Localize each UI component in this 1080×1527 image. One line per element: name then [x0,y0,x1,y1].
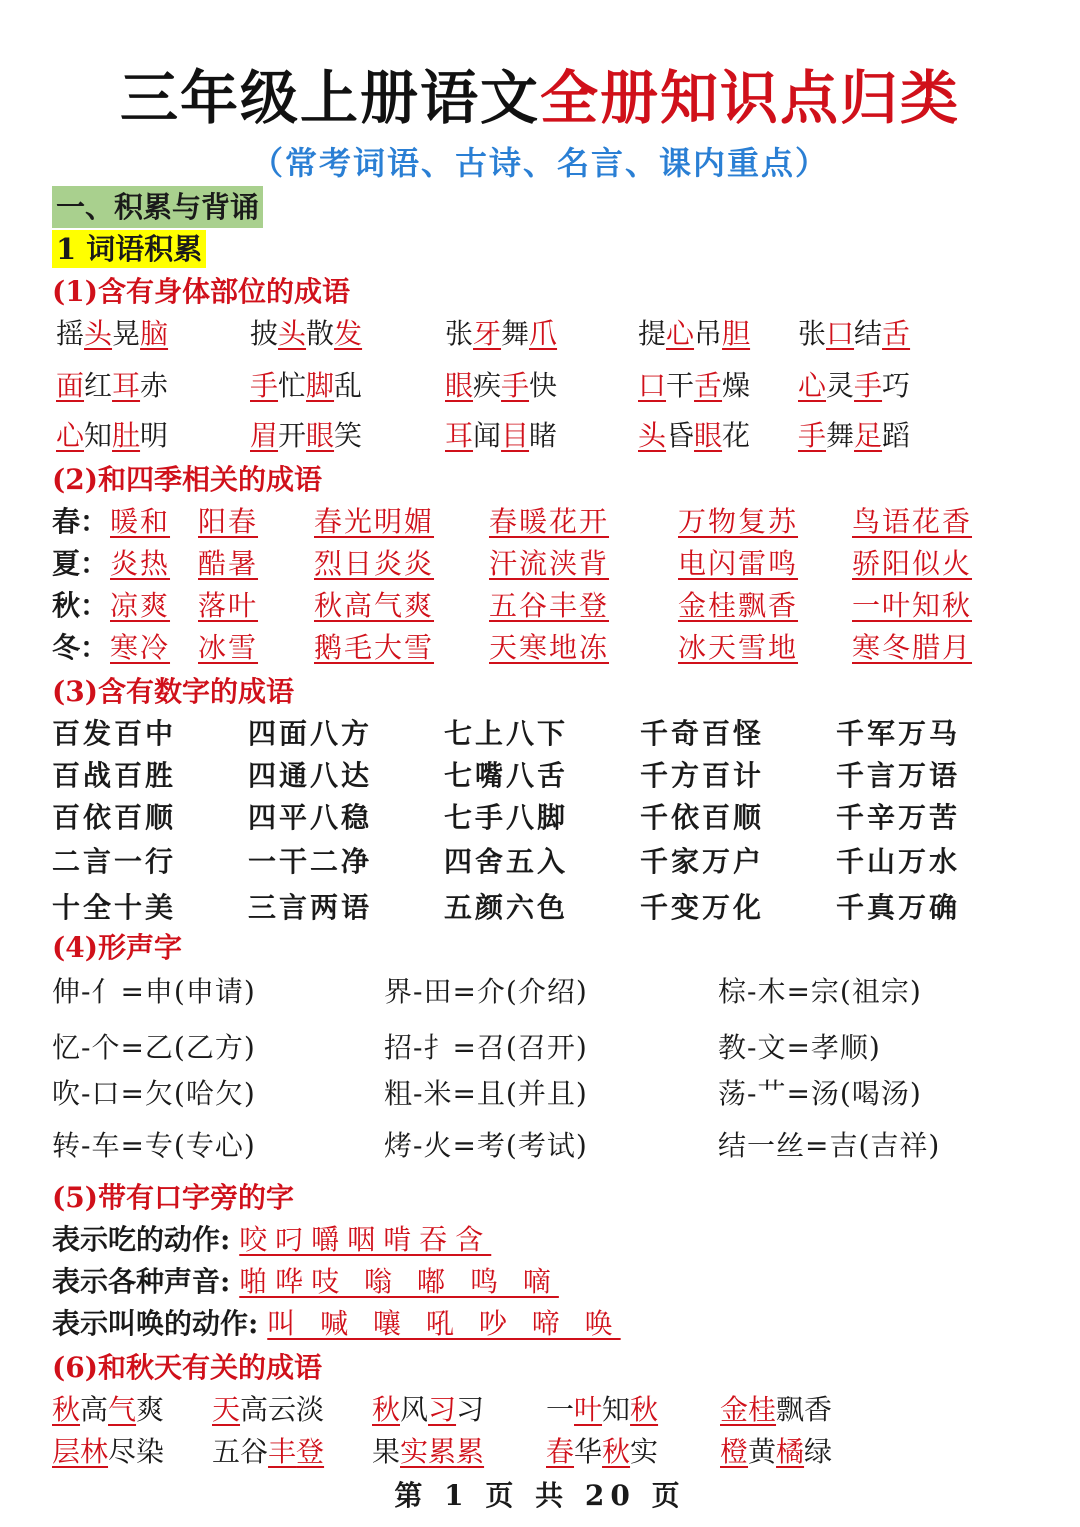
xingsheng-entry: 转-车=专(专心) [52,1129,256,1162]
number-idiom: 三言两语 [248,891,373,924]
idiom-char: 口 [638,369,667,402]
idiom-char: 巧 [882,369,911,402]
idiom [212,1390,324,1430]
idiom-char: 知 [602,1393,631,1426]
season-row [0,628,1080,668]
kou-chars: 叫 喊 嚷 吼 吵 啼 唤 [267,1307,621,1340]
idiom-char: 天 [212,1393,241,1426]
season-label: 秋： [52,589,109,622]
number-idiom: 四面八方 [248,717,373,750]
idiom-row [0,1432,1080,1472]
season-idiom: 电闪雷鸣 [678,547,799,580]
idiom-char: 张 [798,317,827,350]
season-row [0,586,1080,626]
idiom-char: 开 [278,419,307,452]
number-idiom: 千山万水 [836,845,961,878]
xingsheng-entry: 教-文=孝顺) [718,1031,881,1064]
heading-body-parts: (1)含有身体部位的成语 [52,275,350,308]
section-heading-accumulation: 一、积累与背诵 [52,186,263,228]
season-idiom: 春暖花开 [489,505,610,538]
number-row [0,888,1080,928]
idiom-char: 累 [456,1435,485,1468]
idiom-char: 耳 [445,419,474,452]
idiom-char: 口 [826,317,855,350]
idiom [720,1390,832,1430]
number-idiom: 二言一行 [52,845,177,878]
season-idiom: 暖和 [110,505,171,538]
season-idiom: 烈日炎炎 [314,547,435,580]
season-row [0,544,1080,584]
number-row [0,842,1080,882]
xingsheng-entry: 界-田=介(介绍) [384,975,588,1008]
kou-label: 表示各种声音: [52,1265,231,1298]
title-black-part: 三年级上册语文 [119,64,540,132]
idiom-char: 头 [84,317,113,350]
idiom-row [0,416,1080,456]
idiom-char: 舌 [882,317,911,350]
number-row [0,798,1080,838]
xingsheng-entry: 吹-口=欠(哈欠) [52,1077,256,1110]
idiom-char: 牙 [473,317,502,350]
idiom-char: 昏 [666,419,695,452]
idiom [445,416,557,456]
idiom-char: 明 [140,419,169,452]
season-idiom: 骄阳似火 [852,547,973,580]
idiom-char: 实 [400,1435,429,1468]
heading-seasons: (2)和四季相关的成语 [52,463,322,496]
season-label: 春： [52,505,109,538]
idiom-char: 谷 [240,1435,269,1468]
idiom-char: 林 [80,1435,109,1468]
season-idiom: 一叶知秋 [852,589,973,622]
number-idiom: 七手八脚 [444,801,569,834]
idiom-char: 五 [212,1435,241,1468]
season-idiom: 鸟语花香 [852,505,973,538]
kou-chars: 咬叼嚼咽啃吞含 [239,1223,492,1256]
season-idiom: 冰天雪地 [678,631,799,664]
idiom-char: 眼 [306,419,335,452]
idiom [52,1390,164,1430]
kou-line [52,1262,559,1302]
idiom-char: 头 [638,419,667,452]
idiom [445,314,557,354]
idiom-char: 气 [108,1393,137,1426]
season-idiom: 寒冷 [110,631,171,664]
season-idiom: 汗流浃背 [489,547,610,580]
idiom [546,1432,658,1472]
idiom-char: 乱 [334,369,363,402]
idiom-char: 面 [56,369,85,402]
number-row [0,756,1080,796]
kou-line [52,1304,621,1344]
number-idiom: 百发百中 [52,717,177,750]
season-idiom: 阳春 [198,505,259,538]
idiom [638,366,750,406]
idiom-char: 干 [666,369,695,402]
number-idiom: 一干二净 [248,845,373,878]
xingsheng-entry: 伸-亻=申(申请) [52,975,256,1008]
idiom [212,1432,324,1472]
idiom-char: 睹 [529,419,558,452]
xingsheng-entry: 忆-个=乙(乙方) [52,1031,256,1064]
idiom-char: 蹈 [882,419,911,452]
idiom-char: 笑 [334,419,363,452]
number-idiom: 千辛万苦 [836,801,961,834]
idiom-char: 眉 [250,419,279,452]
season-idiom: 酷暑 [198,547,259,580]
idiom-char: 高 [80,1393,109,1426]
season-idiom: 鹅毛大雪 [314,631,435,664]
title-red-part: 全册知识点归类 [540,64,961,132]
idiom-char: 舌 [694,369,723,402]
idiom-char: 累 [428,1435,457,1468]
idiom-char: 知 [84,419,113,452]
idiom [250,366,362,406]
idiom [372,1390,484,1430]
idiom-char: 香 [804,1393,833,1426]
idiom-char: 爽 [136,1393,165,1426]
xingsheng-entry: 烤-火=考(考试) [384,1129,588,1162]
idiom-char: 头 [278,317,307,350]
idiom [798,314,910,354]
idiom [798,366,910,406]
idiom [56,314,168,354]
idiom [638,416,750,456]
idiom-char: 散 [306,317,335,350]
idiom-char: 舞 [826,419,855,452]
number-idiom: 千家万户 [640,845,765,878]
idiom-char: 手 [798,419,827,452]
season-idiom: 秋高气爽 [314,589,435,622]
number-idiom: 千变万化 [640,891,765,924]
idiom-char: 吊 [694,317,723,350]
idiom-row [0,366,1080,406]
number-idiom: 千军万马 [836,717,961,750]
idiom [52,1432,164,1472]
xingsheng-entry: 结一丝=吉(吉祥) [718,1129,941,1162]
idiom-char: 绿 [804,1435,833,1468]
idiom-char: 云 [268,1393,297,1426]
number-idiom: 千依百顺 [640,801,765,834]
number-idiom: 七上八下 [444,717,569,750]
number-idiom: 五颜六色 [444,891,569,924]
idiom-char: 染 [136,1435,165,1468]
idiom-char: 脑 [140,317,169,350]
idiom-char: 秋 [372,1393,401,1426]
number-idiom: 十全十美 [52,891,177,924]
idiom-char: 橘 [776,1435,805,1468]
number-idiom: 四通八达 [248,759,373,792]
number-idiom: 七嘴八舌 [444,759,569,792]
idiom-char: 心 [56,419,85,452]
number-idiom: 四平八稳 [248,801,373,834]
idiom-char: 层 [52,1435,81,1468]
idiom-char: 张 [445,317,474,350]
season-idiom: 冰雪 [198,631,259,664]
xingsheng-entry: 粗-米=且(并且) [384,1077,588,1110]
page-title [0,62,1080,134]
season-label: 夏： [52,547,109,580]
xingsheng-row [0,1126,1080,1166]
season-idiom: 万物复苏 [678,505,799,538]
idiom [798,416,910,456]
idiom-char: 果 [372,1435,401,1468]
idiom-char: 实 [630,1435,659,1468]
idiom-char: 赤 [140,369,169,402]
idiom-char: 舞 [501,317,530,350]
section-heading-vocabulary: 1 词语积累 [52,230,206,268]
idiom-char: 忙 [278,369,307,402]
idiom-char: 肚 [112,419,141,452]
idiom-char: 疾 [473,369,502,402]
idiom-char: 登 [296,1435,325,1468]
idiom-char: 花 [722,419,751,452]
idiom-char: 高 [240,1393,269,1426]
idiom-char: 秋 [630,1393,659,1426]
season-idiom: 炎热 [110,547,171,580]
idiom-char: 足 [854,419,883,452]
idiom-char: 淡 [296,1393,325,1426]
xingsheng-entry: 棕-木=宗(祖宗) [718,975,922,1008]
idiom-char: 橙 [720,1435,749,1468]
idiom-char: 发 [334,317,363,350]
idiom-char: 秋 [602,1435,631,1468]
idiom-char: 华 [574,1435,603,1468]
heading-autumn: (6)和秋天有关的成语 [52,1351,322,1384]
heading-xingsheng: (4)形声字 [52,931,182,964]
heading-numbers: (3)含有数字的成语 [52,675,294,708]
idiom-char: 提 [638,317,667,350]
kou-label: 表示叫唤的动作: [52,1307,259,1340]
number-idiom: 百依百顺 [52,801,177,834]
idiom-char: 闻 [473,419,502,452]
idiom-char: 春 [546,1435,575,1468]
idiom-char: 燥 [722,369,751,402]
xingsheng-row [0,1074,1080,1114]
idiom-char: 一 [546,1393,575,1426]
number-idiom: 百战百胜 [52,759,177,792]
idiom-char: 金 [720,1393,749,1426]
idiom-char: 飘 [776,1393,805,1426]
idiom-char: 风 [400,1393,429,1426]
idiom [546,1390,658,1430]
kou-row [0,1220,1080,1260]
kou-row [0,1262,1080,1302]
idiom [372,1432,484,1472]
season-label: 冬： [52,631,109,664]
season-idiom: 落叶 [198,589,259,622]
number-idiom: 千方百计 [640,759,765,792]
idiom-char: 爪 [529,317,558,350]
kou-row [0,1304,1080,1344]
season-idiom: 凉爽 [110,589,171,622]
idiom-char: 手 [854,369,883,402]
kou-label: 表示吃的动作: [52,1223,231,1256]
heading-kou-radical: (5)带有口字旁的字 [52,1181,294,1214]
idiom-char: 目 [501,419,530,452]
xingsheng-entry: 荡-艹=汤(喝汤) [718,1077,922,1110]
season-idiom: 春光明媚 [314,505,435,538]
xingsheng-row [0,972,1080,1012]
idiom-char: 手 [501,369,530,402]
idiom [638,314,750,354]
idiom-char: 黄 [748,1435,777,1468]
idiom-char: 习 [428,1393,457,1426]
season-idiom: 金桂飘香 [678,589,799,622]
idiom [445,366,557,406]
idiom [250,314,362,354]
idiom-char: 快 [529,369,558,402]
idiom-char: 桂 [748,1393,777,1426]
idiom-char: 叶 [574,1393,603,1426]
page-footer: 第 1 页 共 20 页 [394,1479,686,1512]
idiom-char: 脚 [306,369,335,402]
idiom-char: 尽 [108,1435,137,1468]
season-idiom: 寒冬腊月 [852,631,973,664]
idiom-char: 心 [666,317,695,350]
idiom-char: 披 [250,317,279,350]
number-idiom: 千奇百怪 [640,717,765,750]
idiom-char: 丰 [268,1435,297,1468]
idiom-char: 习 [456,1393,485,1426]
xingsheng-row [0,1028,1080,1068]
number-row [0,714,1080,754]
idiom-char: 秋 [52,1393,81,1426]
idiom [56,416,168,456]
idiom-char: 晃 [112,317,141,350]
idiom-char: 胆 [722,317,751,350]
idiom-char: 眼 [445,369,474,402]
idiom [720,1432,832,1472]
idiom [250,416,362,456]
idiom-char: 红 [84,369,113,402]
idiom-char: 心 [798,369,827,402]
idiom [56,366,168,406]
idiom-char: 眼 [694,419,723,452]
idiom-char: 结 [854,317,883,350]
kou-chars: 啪哗吱 嗡 嘟 鸣 嘀 [239,1265,559,1298]
number-idiom: 千真万确 [836,891,961,924]
idiom-char: 耳 [112,369,141,402]
xingsheng-entry: 招-扌=召(召开) [384,1031,588,1064]
idiom-row [0,314,1080,354]
page-subtitle: （常考词语、古诗、名言、课内重点） [250,144,829,182]
number-idiom: 四舍五入 [444,845,569,878]
kou-line [52,1220,491,1260]
idiom-char: 灵 [826,369,855,402]
season-idiom: 五谷丰登 [489,589,610,622]
number-idiom: 千言万语 [836,759,961,792]
idiom-char: 手 [250,369,279,402]
season-row [0,502,1080,542]
idiom-char: 摇 [56,317,85,350]
idiom-row [0,1390,1080,1430]
season-idiom: 天寒地冻 [489,631,610,664]
